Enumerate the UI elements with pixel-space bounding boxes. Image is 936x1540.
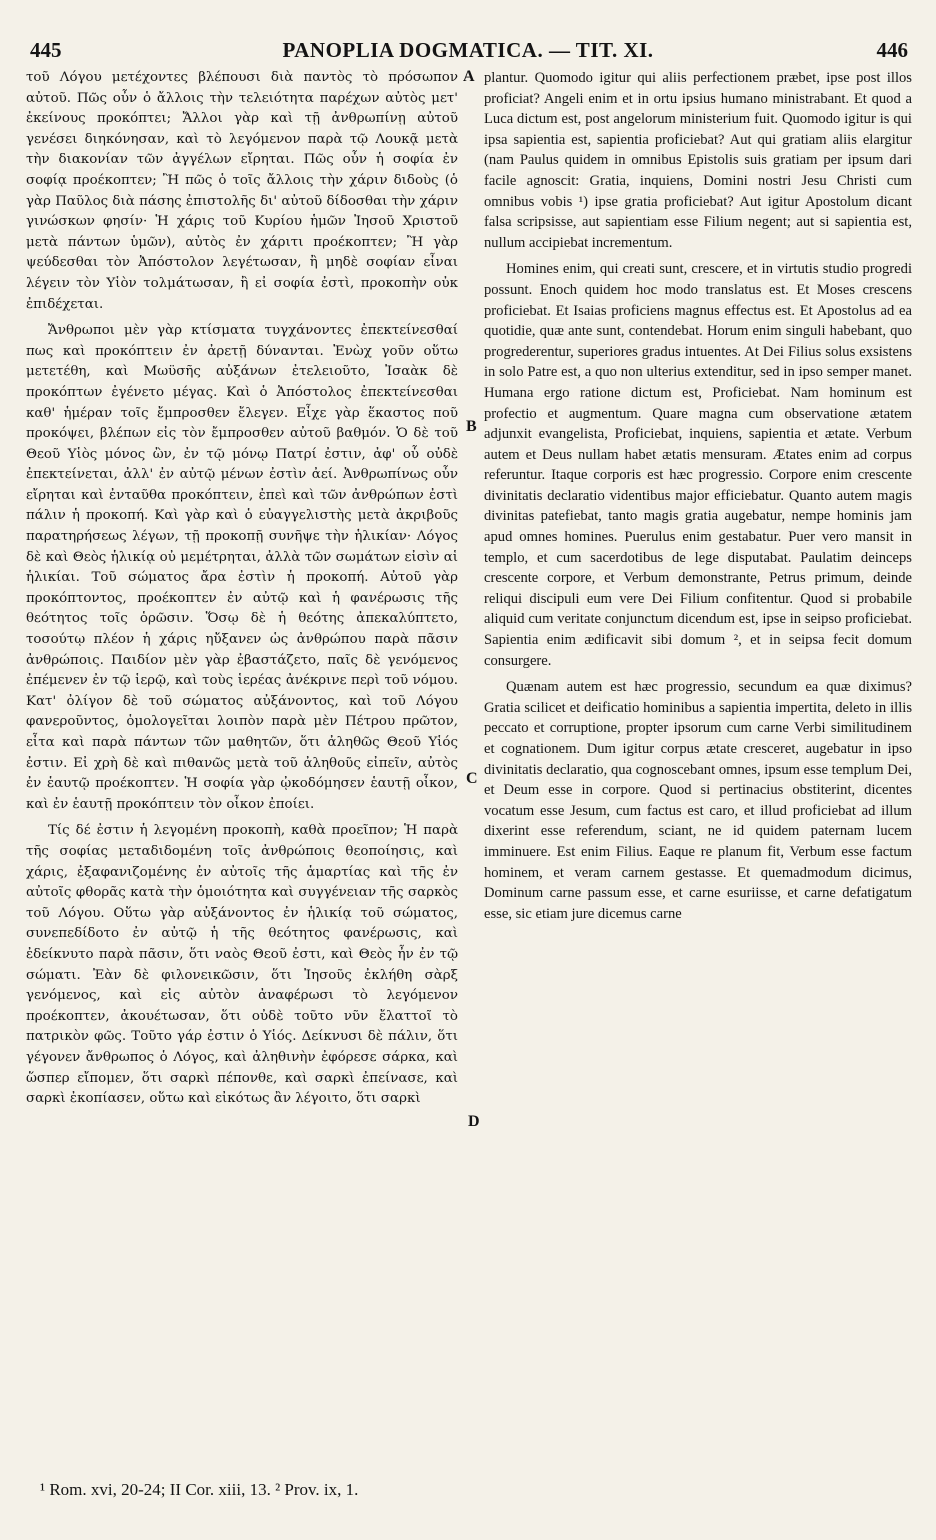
latin-paragraph: plantur. Quomodo igitur qui aliis perfectionem præbet, ipse post illos proficiat? Angeli enim et in ortu ipsius humano ministrabant. Et quod a Luca dictum est, post angelorum ministerium fuit. Quomodo igitur is qui ipsa sapientia est, sapientia proficiebat? Aut qui gratiam aliis elargitur (nam Paulus quidem in omnibus Epistolis suis gratiam per ipsum dari facile agnoscit: Gratia, inquiens, Domini nostri Jesu Christi cum omnibus vobis ¹) ipse gratia proficiebat? Aut igitur Apostolum dicant falsa scripsisse, aut sapientiam esse Filium negent; aut si sapientia est, nullum accipiebat incrementum.: [484, 70, 912, 251]
running-head: [0, 38, 936, 62]
latin-column: [484, 68, 912, 1428]
margin-letter-b: B: [466, 418, 477, 435]
running-title: PANOPLIA DOGMATICA. — TIT. XI.: [282, 38, 654, 62]
latin-paragraph: Homines enim, qui creati sunt, crescere, et in virtutis studio progredi possunt. Enoch quidem hoc modo translatus est. Et Moses crescens proficiebat. Et Isaias proficiens magnus effectus est. Et Apostolus ad ea quotidie, quæ ante sunt, contendebat. Horum enim singuli habebant, quo progrederentur, superiores gradus intuentes. At Dei Filius solus exsistens in solo Patre est, a quo non ulterius extenditur, sed in ipso semper manet. Humana ergo ratione dictum est, Proficiebat. Nam hominum est profectio et augmentum. Quare magna cum observatione ætatem adjunxit evangelista, Proficiebat, inquiens, sapientia et ætate. Verbum autem et Deus nullam habet ætatis mensuram. Ætates enim ad corpus referuntur. Itaque corporis est hæc progressio. Corpore enim crescente divinitatis declaratio videntibus major efficiebatur. Quanto autem magis divinitas patefiebat, tanto magis gratia augebatur, nempe hominis jam apud omnes homines. Puerulus enim gestabatur. Puer vero mansit in templo, et cum sacerdotibus de lege disputabat. Paulatim deinceps crescente corpore, et Verbum demonstrante, Petrus primum, deinde reliqui discipuli eum vere Dei Filium confitentur. Quod si probabile aliquid cum veritate conjunctum dicendum est, ipse in seipso proficiebat. Sapientia enim ædificavit sibi domum ², et in seipsa fecit domum consurgere.: [484, 261, 912, 669]
margin-letter-c: C: [466, 770, 478, 787]
greek-paragraph: τοῦ Λόγου μετέχοντες βλέπουσι διὰ παντὸς τὸ πρόσωπον αὐτοῦ. Πῶς οὖν ὁ ἄλλοις τὴν τελειότητα παρέχων αὐτὸς μετ' ἐκείνους προκόπτει; Ἄλλοι γὰρ καὶ τῇ ἀνθρωπίνῃ αὐτοῦ γενέσει διηκόνησαν, καὶ τὸ λεγόμενον παρὰ τῷ Λουκᾷ μετὰ τὴν διακονίαν τῶν ἀγγέλων εἴρηται. Πῶς οὖν ἡ σοφία ἐν σοφίᾳ προέκοπτεν; Ἢ πῶς ὁ τοῖς ἄλλοις τὴν χάριν διδοὺς (ὁ γὰρ Παῦλος διὰ πάσης ἐπιστολῆς δι' αὐτοῦ δίδοσθαι τὴν χάριν γινώσκων φησίν· Ἡ χάρις τοῦ Κυρίου ἡμῶν Ἰησοῦ Χριστοῦ μετὰ πάντων ὑμῶν), αὐτὸς ἐν χάριτι προέκοπτεν; Ἢ γὰρ ψεύδεσθαι τὸν Ἀπόστολον λεγέτωσαν, ἢ μηδὲ σοφίαν εἶναι λέγειν τὸν Υἱὸν τολμάτωσαν, ἢ εἰ σοφία ἐστὶ, προκοπὴν οὐκ ἐπιδέχεται.: [26, 70, 458, 312]
page-number-right: 446: [876, 38, 908, 62]
margin-letter-d: D: [468, 1113, 480, 1130]
greek-paragraph: Τίς δέ ἐστιν ἡ λεγομένη προκοπὴ, καθὰ προεῖπον; Ἡ παρὰ τῆς σοφίας μεταδιδομένη τοῖς ἀνθρώποις θεοποίησις, καὶ χάρις, ἐξαφανιζομένης ἐν αὐτοῖς τῆς ἁμαρτίας καὶ τῆς ἐν αὐτοῖς φθορᾶς κατὰ τὴν ὁμοιότητα καὶ συγγένειαν τῆς σαρκὸς τοῦ Λόγου. Οὕτω γὰρ αὐξάνοντος ἐν ἡλικίᾳ τοῦ σώματος, συνεπεδίδοτο ἐν αὐτῷ ἡ τῆς θεότητος φανέρωσις, καὶ ἐδείκνυτο παρὰ πᾶσιν, ὅτι ναὸς Θεοῦ ἐστι, καὶ Θεὸς ἦν ἐν τῷ σώματι. Ἐὰν δὲ φιλονεικῶσιν, ὅτι Ἰησοῦς ἐκλήθη σὰρξ γενόμενος, καὶ εἰς αὐτὸν ἀναφέρωσι τὸ λεγόμενον προέκοπτεν, ἀκουέτωσαν, ὅτι οὐδὲ τοῦτο νῦν ἔλαττοῖ τὸ πατρικὸν φῶς. Τοῦτο γάρ ἐστιν ὁ Υἱός. Δείκνυσι δὲ πάλιν, ὅτι γέγονεν ἄνθρωπος ὁ Λόγος, καὶ ἀληθινὴν ἐφόρεσε σάρκα, καὶ ὥσπερ εἴπομεν, ὅτι σαρκὶ πέπονθε, καὶ σαρκὶ ἐπείνασε, καὶ σαρκὶ ἐκοπίασεν, οὕτω καὶ εἰκότως ἂν λέγοιτο, ὅτι σαρκὶ: [26, 823, 458, 1107]
page-number-left: 445: [30, 38, 62, 62]
greek-paragraph: Ἄνθρωποι μὲν γὰρ κτίσματα τυγχάνοντες ἐπεκτείνεσθαί πως καὶ προκόπτειν ἐν ἀρετῇ δύνανται. Ἐνὼχ γοῦν οὕτω μετετέθη, καὶ Μωϋσῆς αὐξάνων ἐτελειοῦτο, Ἰσαὰκ δὲ προκόπτων ἐγένετο μέγας. Καὶ ὁ Ἀπόστολος ἐπεκτείνεσθαι καθ' ἡμέραν τοῖς ἔμπροσθεν ἔλεγεν. Εἶχε γὰρ ἕκαστος ποῦ προκόψει, βλέπων εἰς τὸν ἔμπροσθεν αὐτοῦ βαθμόν. Ὁ δὲ τοῦ Θεοῦ Υἱὸς μόνος ὢν, ἐν τῷ μόνῳ Πατρί ἐστιν, ἀφ' οὗ οὐδὲ ἐπεκτείνεται, ἀλλ' ἐν αὐτῷ μένων ἐστὶν ἀεί. Ἀνθρωπίνως οὖν εἴρηται καὶ ἐνταῦθα προκόπτειν, ἐπεὶ καὶ τῶν ἀνθρώπων ἐστὶ πάλιν ἡ προκοπή. Καὶ γὰρ καὶ ὁ εὐαγγελιστὴς μετὰ ἀκριβοῦς παρατηρήσεως λέγων, τῇ προκοπῇ συνῆψε τὴν ἡλικίαν· Λόγος δὲ καὶ Θεὸς ἡλικίᾳ οὐ μεμέτρηται, ἀλλὰ τῶν σωμάτων εἰσὶν αἱ ἡλικίαι. Τοῦ σώματος ἄρα ἐστὶν ἡ προκοπή. Αὐτοῦ γὰρ προκόπτοντος, προέκοπτεν ἐν αὐτῷ καὶ ἡ φανέρωσις τῆς θεότητος τοῖς ὁρῶσιν. Ὅσῳ δὲ ἡ θεότης ἀπεκαλύπτετο, τοσούτῳ πλέον ἡ χάρις ηὔξανεν ὡς ἀνθρώπου παρὰ πᾶσιν ἀνθρώποις. Παιδίον μὲν γὰρ ἐβαστάζετο, παῖς δὲ γενόμενος ἐπέμενεν ἐν τῷ ἱερῷ, καὶ τοὺς ἱερέας ἀνέκρινε περὶ τοῦ νόμου. Κατ' ὀλίγον δὲ τοῦ σώματος αὐξάνοντος, καὶ τοῦ Λόγου φανεροῦντος, ὁμολογεῖται λοιπὸν παρὰ μὲν Πέτρου πρῶτον, εἶτα καὶ παρὰ πάντων τῶν μαθητῶν, ὅτι ἀληθῶς Θεοῦ Υἱός ἐστιν. Εἰ χρὴ δὲ καὶ πιθανῶς μετὰ τοῦ ἀληθοῦς εἰπεῖν, αὐτὸς ἐν ἑαυτῷ προέκοπτεν. Ἡ σοφία γὰρ ᾠκοδόμησεν ἑαυτῇ οἶκον, καὶ ἐν ἑαυτῇ προκόπτειν τὸν οἶκον ἐποίει.: [26, 323, 458, 812]
footnotes: ¹ Rom. xvi, 20-24; II Cor. xiii, 13. ² Prov. ix, 1.: [40, 1480, 359, 1499]
latin-paragraph: Quænam autem est hæc progressio, secundum ea quæ diximus? Gratia scilicet et deificatio hominibus a sapientia impertita, deleto in illis peccato et corruptione, propter ipsorum cum carne Verbi similitudinem et cognationem. Dum igitur corpus ætate cresceret, augebatur in ipso divinitatis declaratio, qua cognoscebant omnes, ipsum esse templum Dei, et Deum esse in corpore. Quod si pertinacius obstiterint, dicentes vocatum esse Jesum, cum factus est caro, et illud proficiebat ad illum dixerint esse referendum, sciant, ne id quidem paternam lucem imminuere. Est enim Filius. Eaque re planum fit, Verbum esse factum hominem, et veram carnem gestasse. Et quemadmodum dicimus, Dominum carne passum esse, et carne esuriisse, et carne defatigatum esse, sic etiam jure dicemus carne: [484, 679, 912, 922]
margin-letter-a: A: [463, 68, 475, 85]
greek-column: [26, 68, 458, 1473]
